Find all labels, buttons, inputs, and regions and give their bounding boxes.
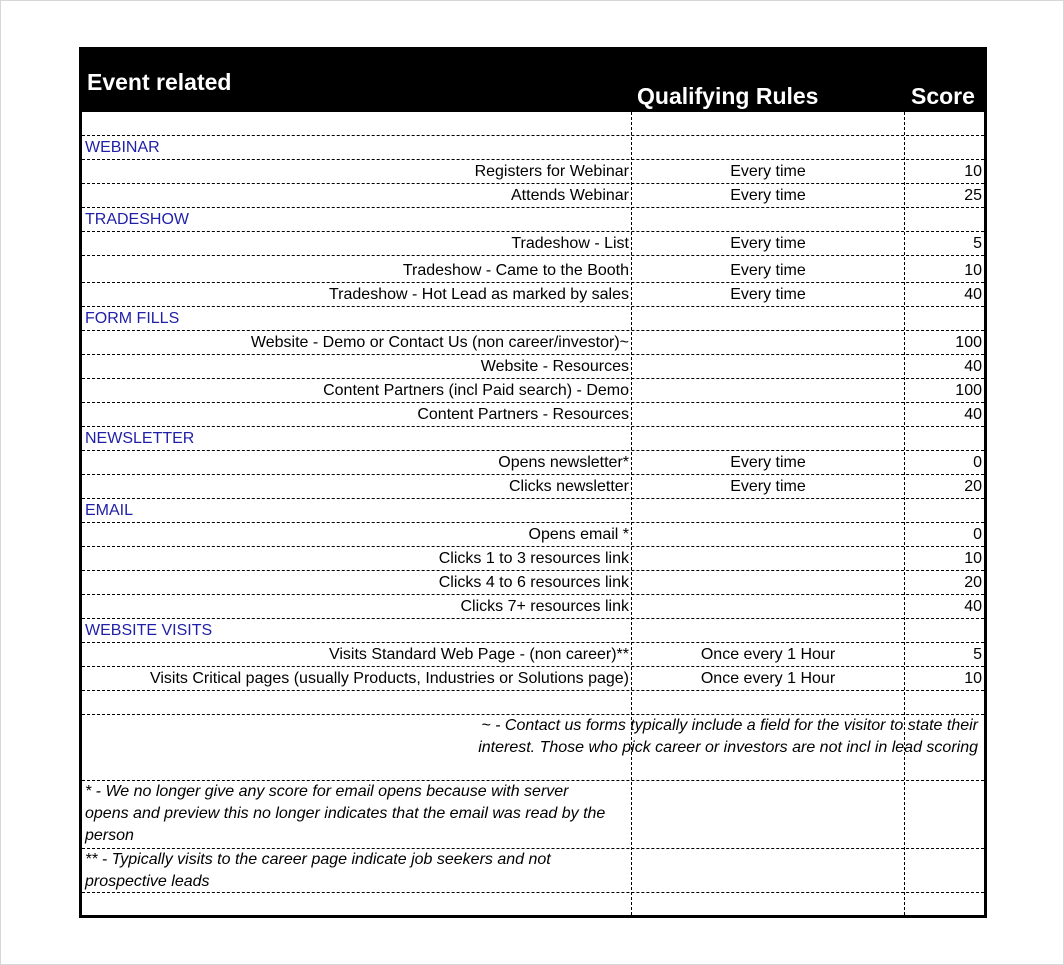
rule-value: Every time [730, 163, 806, 180]
table-row [82, 571, 984, 595]
lead-scoring-sheet [79, 47, 987, 918]
score-value: 100 [955, 334, 982, 351]
rule-value: Every time [730, 454, 806, 471]
score-value: 10 [964, 163, 982, 180]
rule-value: Every time [730, 262, 806, 279]
item-label: Tradeshow - Came to the Booth [402, 262, 629, 279]
item-label: Opens email * [528, 526, 629, 543]
blank-row [82, 691, 984, 715]
item-label: Visits Critical pages (usually Products, Industries or Solutions page) [149, 670, 629, 687]
blank-row [82, 893, 984, 915]
rule-value: Once every 1 Hour [700, 646, 836, 663]
score-header: Score [911, 83, 975, 109]
section-row-newsletter [82, 427, 984, 451]
score-value: 10 [964, 550, 982, 567]
section-label-form-fills: FORM FILLS [85, 310, 180, 327]
section-label-tradeshow: TRADESHOW [85, 211, 189, 228]
rule-value: Once every 1 Hour [700, 670, 836, 687]
table-row [82, 160, 984, 184]
score-value: 10 [964, 262, 982, 279]
table-row [82, 451, 984, 475]
rule-value: Every time [730, 187, 806, 204]
table-row [82, 184, 984, 208]
score-value: 10 [964, 670, 982, 687]
item-label: Tradeshow - List [511, 235, 629, 252]
note-row-career-visits [82, 849, 984, 893]
table-row [82, 547, 984, 571]
item-label: Content Partners - Resources [417, 406, 629, 423]
rule-value: Every time [730, 478, 806, 495]
section-row-tradeshow [82, 208, 984, 232]
section-label-website-visits: WEBSITE VISITS [85, 622, 213, 639]
table-row [82, 667, 984, 691]
qualifying-rules-header: Qualifying Rules [637, 83, 819, 109]
item-label: Tradeshow - Hot Lead as marked by sales [329, 286, 629, 303]
item-label: Clicks newsletter [508, 478, 629, 495]
section-label-newsletter: NEWSLETTER [85, 430, 195, 447]
note-row-email-opens [82, 781, 984, 849]
table-row [82, 355, 984, 379]
table-row [82, 595, 984, 619]
score-value: 40 [964, 598, 982, 615]
table-row [82, 283, 984, 307]
section-row-webinar [82, 136, 984, 160]
table-row [82, 232, 984, 256]
table-row [82, 475, 984, 499]
score-value: 20 [964, 478, 982, 495]
table-row [82, 643, 984, 667]
note-contact-forms: ~ - Contact us forms typically include a field for the visitor to state their interest. Those who pick career or investors are not incl in lead scoring [478, 717, 978, 756]
score-value: 25 [964, 187, 982, 204]
table-row [82, 331, 984, 355]
item-label: Clicks 4 to 6 resources link [438, 574, 629, 591]
table-row [82, 256, 984, 283]
score-value: 40 [964, 406, 982, 423]
item-label: Clicks 1 to 3 resources link [438, 550, 629, 567]
table-row [82, 379, 984, 403]
section-label-webinar: WEBINAR [85, 139, 160, 156]
score-value: 100 [955, 382, 982, 399]
item-label: Opens newsletter* [498, 454, 629, 471]
note-career-visits: ** - Typically visits to the career page indicate job seekers and not prospective leads [85, 851, 551, 890]
rule-value: Every time [730, 286, 806, 303]
section-row-form-fills [82, 307, 984, 331]
score-value: 5 [973, 235, 982, 252]
item-label: Website - Demo or Contact Us (non career/investor)~ [250, 334, 629, 351]
item-label: Website - Resources [480, 358, 629, 375]
item-label: Visits Standard Web Page - (non career)** [328, 646, 629, 663]
section-label-email: EMAIL [85, 502, 134, 519]
score-value: 20 [964, 574, 982, 591]
score-value: 0 [973, 454, 982, 471]
event-related-header: Event related [87, 69, 232, 95]
blank-row [82, 112, 984, 136]
rule-value: Every time [730, 235, 806, 252]
section-row-website-visits [82, 619, 984, 643]
score-value: 40 [964, 286, 982, 303]
table-row [82, 523, 984, 547]
item-label: Attends Webinar [511, 187, 629, 204]
note-email-opens: * - We no longer give any score for email opens because with server opens and preview this no longer indicates that the email was read by the person [85, 783, 606, 844]
table-row [82, 403, 984, 427]
item-label: Registers for Webinar [474, 163, 629, 180]
header-band [82, 50, 984, 112]
note-row-contact-forms [82, 715, 984, 781]
item-label: Clicks 7+ resources link [460, 598, 629, 615]
item-label: Content Partners (incl Paid search) - Demo [323, 382, 629, 399]
score-value: 5 [973, 646, 982, 663]
section-row-email [82, 499, 984, 523]
score-value: 40 [964, 358, 982, 375]
score-value: 0 [973, 526, 982, 543]
